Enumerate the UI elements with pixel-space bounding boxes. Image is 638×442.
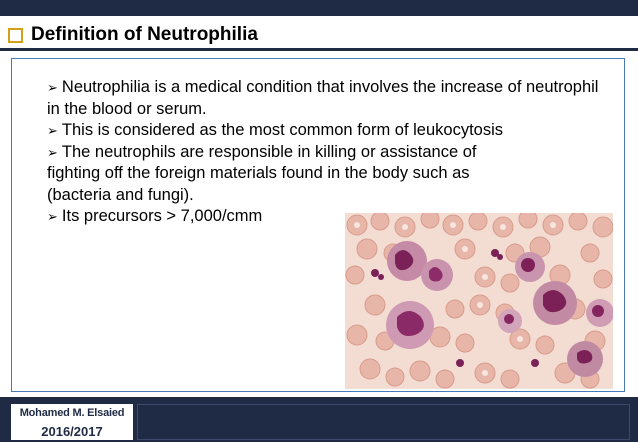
arrow-bullet-icon: ➢ <box>47 123 58 138</box>
blood-smear-image <box>345 213 613 389</box>
bullet-item <box>47 120 607 142</box>
bullet-item <box>47 142 517 207</box>
arrow-bullet-icon: ➢ <box>47 144 58 160</box>
bullet-text: Neutrophilia is a medical condition that involves the increase of neutrophil in the blood or serum. <box>47 78 599 118</box>
bullet-text: The neutrophils are responsible in killing or assistance of fighting off the foreign materials found in the body such as (bacteria and fungi). <box>47 142 477 204</box>
slide-title: Definition of Neutrophilia <box>31 24 258 45</box>
bullet-list <box>47 77 607 228</box>
footer-year: 2016/2017 <box>11 422 133 440</box>
arrow-bullet-icon: ➢ <box>47 80 58 95</box>
checkbox-bullet-icon <box>8 28 23 43</box>
header-bar <box>0 0 638 16</box>
title-row <box>8 22 258 48</box>
arrow-bullet-icon: ➢ <box>47 209 58 224</box>
title-rule <box>0 48 638 51</box>
footer-author: Mohamed M. Elsaied <box>11 404 133 422</box>
bullet-text: Its precursors > 7,000/cmm <box>61 207 263 225</box>
bullet-text: This is considered as the most common form of leukocytosis <box>61 121 503 139</box>
bullet-item <box>47 77 607 120</box>
footer-right-panel <box>137 404 630 440</box>
